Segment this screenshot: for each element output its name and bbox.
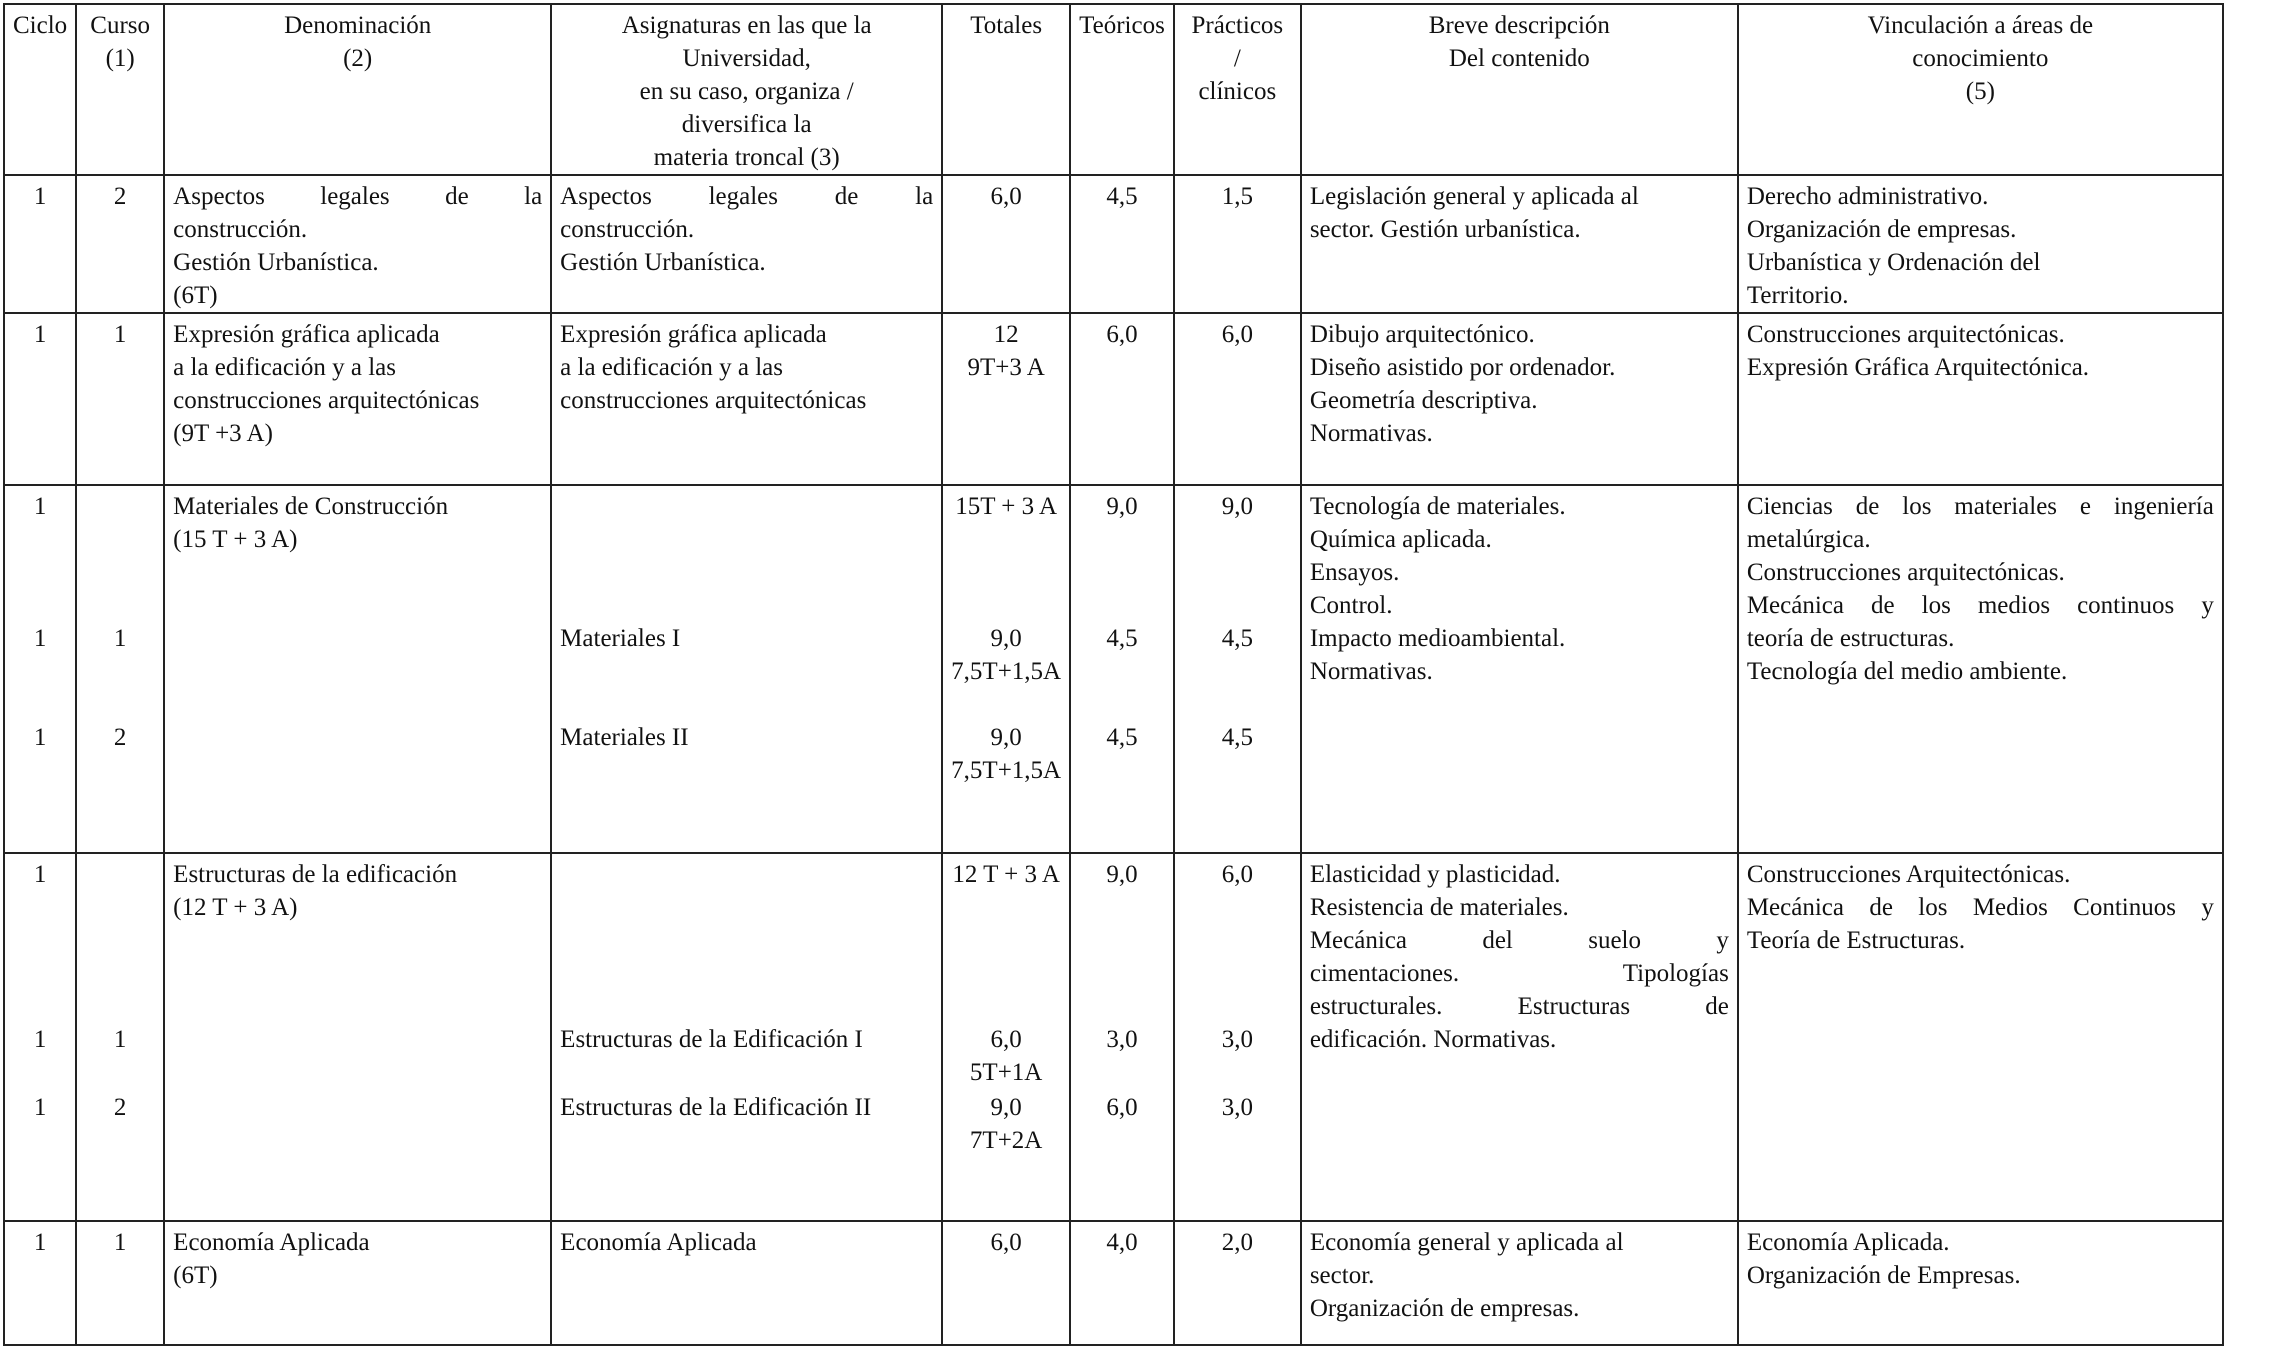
curriculum-table: [3, 3, 2224, 1346]
cell-denominacion: Expresión gráfica aplicada a la edificación y a las construcciones arquitectónicas (9T +3 A): [164, 313, 551, 485]
cell-curso: 1: [76, 1221, 164, 1345]
cell-totales: 15T + 3 A 9,0 7,5T+1,5A 9,0 7,5T+1,5A: [942, 485, 1070, 853]
header-descripcion: Breve descripción Del contenido: [1301, 4, 1738, 175]
cell-teoricos: 9,0 3,0 6,0: [1070, 853, 1174, 1221]
cell-asignaturas: Estructuras de la Edificación I Estructuras de la Edificación II: [551, 853, 942, 1221]
cell-curso: 2: [76, 175, 164, 313]
header-row: [4, 4, 2223, 175]
header-teoricos: Teóricos: [1070, 4, 1174, 175]
table-row: [4, 1221, 2223, 1345]
cell-descripcion: Elasticidad y plasticidad. Resistencia de materiales. Mecánica del suelo y cimentaciones. Tipologías estructurales. Estructuras de edificación. Normativas.: [1301, 853, 1738, 1221]
cell-descripcion: Legislación general y aplicada al sector. Gestión urbanística.: [1301, 175, 1738, 313]
cell-asignaturas: Expresión gráfica aplicada a la edificación y a las construcciones arquitectónicas: [551, 313, 942, 485]
cell-curso: 1: [76, 313, 164, 485]
table-row-group-estructuras: [4, 853, 2223, 1221]
cell-totales: 12 T + 3 A 6,0 5T+1A 9,0 7T+2A: [942, 853, 1070, 1221]
cell-totales: 6,0: [942, 1221, 1070, 1345]
cell-teoricos: 4,5: [1070, 175, 1174, 313]
cell-vinculacion: Ciencias de los materiales e ingeniería metalúrgica. Construcciones arquitectónicas. Mecánica de los medios continuos y teoría de estructuras. Tecnología del medio ambiente.: [1738, 485, 2223, 853]
header-vinculacion: Vinculación a áreas de conocimiento (5): [1738, 4, 2223, 175]
cell-vinculacion: Construcciones Arquitectónicas. Mecánica de los Medios Continuos y Teoría de Estructuras.: [1738, 853, 2223, 1221]
cell-descripcion: Dibujo arquitectónico. Diseño asistido por ordenador. Geometría descriptiva. Normativas.: [1301, 313, 1738, 485]
cell-ciclo: 1: [4, 175, 76, 313]
cell-asignaturas: Aspectos legales de la construcción. Gestión Urbanística.: [551, 175, 942, 313]
table-row: [4, 313, 2223, 485]
cell-vinculacion: Economía Aplicada. Organización de Empresas.: [1738, 1221, 2223, 1345]
header-asignaturas: Asignaturas en las que la Universidad, en su caso, organiza / diversifica la materia troncal (3): [551, 4, 942, 175]
cell-practicos: 2,0: [1174, 1221, 1301, 1345]
cell-totales: 6,0: [942, 175, 1070, 313]
cell-practicos: 6,0 3,0 3,0: [1174, 853, 1301, 1221]
cell-practicos: 1,5: [1174, 175, 1301, 313]
cell-practicos: 6,0: [1174, 313, 1301, 485]
header-ciclo: Ciclo: [4, 4, 76, 175]
cell-vinculacion: Derecho administrativo. Organización de empresas. Urbanística y Ordenación del Territorio.: [1738, 175, 2223, 313]
cell-denominacion: Economía Aplicada (6T): [164, 1221, 551, 1345]
cell-vinculacion: Construcciones arquitectónicas. Expresión Gráfica Arquitectónica.: [1738, 313, 2223, 485]
cell-denominacion: Estructuras de la edificación (12 T + 3 A): [164, 853, 551, 1221]
header-denominacion: Denominación (2): [164, 4, 551, 175]
cell-teoricos: 6,0: [1070, 313, 1174, 485]
cell-ciclo: 1: [4, 1221, 76, 1345]
cell-denominacion: Aspectos legales de la construcción. Gestión Urbanística. (6T): [164, 175, 551, 313]
cell-asignaturas: Economía Aplicada: [551, 1221, 942, 1345]
header-curso: Curso (1): [76, 4, 164, 175]
cell-descripcion: Tecnología de materiales. Química aplicada. Ensayos. Control. Impacto medioambiental. Normativas.: [1301, 485, 1738, 853]
cell-ciclo: 1 1 1: [4, 485, 76, 853]
cell-denominacion: Materiales de Construcción (15 T + 3 A): [164, 485, 551, 853]
cell-curso: 1 2: [76, 485, 164, 853]
cell-curso: 1 2: [76, 853, 164, 1221]
cell-ciclo: 1 1 1: [4, 853, 76, 1221]
cell-totales: 12 9T+3 A: [942, 313, 1070, 485]
cell-ciclo: 1: [4, 313, 76, 485]
cell-teoricos: 9,0 4,5 4,5: [1070, 485, 1174, 853]
header-practicos: Prácticos / clínicos: [1174, 4, 1301, 175]
cell-asignaturas: Materiales I Materiales II: [551, 485, 942, 853]
cell-descripcion: Economía general y aplicada al sector. Organización de empresas.: [1301, 1221, 1738, 1345]
cell-teoricos: 4,0: [1070, 1221, 1174, 1345]
table-row-group-materiales: [4, 485, 2223, 853]
header-totales: Totales: [942, 4, 1070, 175]
cell-practicos: 9,0 4,5 4,5: [1174, 485, 1301, 853]
table-row: [4, 175, 2223, 313]
